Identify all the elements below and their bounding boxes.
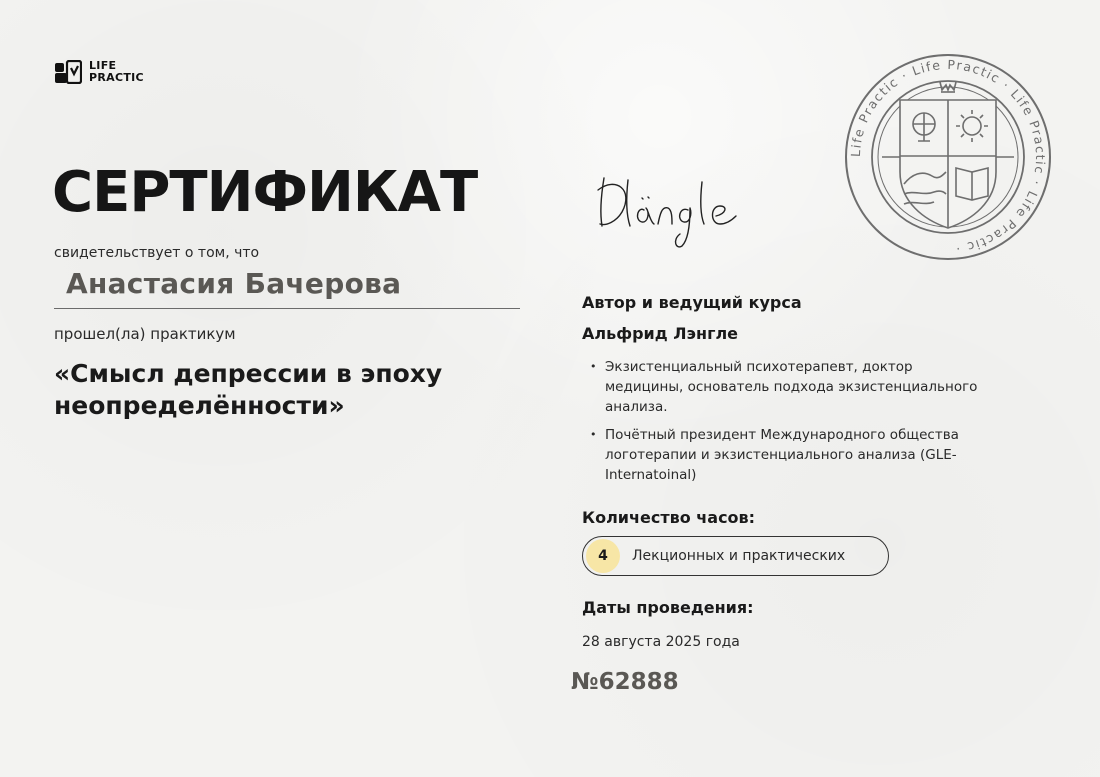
brand-logo <box>54 60 144 84</box>
hours-badge <box>582 536 889 576</box>
certificate-number: №62888 <box>571 669 679 695</box>
recipient-name: Анастасия Бачерова <box>66 267 402 300</box>
author-signature <box>592 168 767 258</box>
author-name: Альфрид Лэнгле <box>582 324 739 343</box>
dates-value: 28 августа 2025 года <box>582 634 740 650</box>
hours-count: 4 <box>586 539 620 573</box>
dates-label: Даты проведения: <box>582 598 754 617</box>
life-practic-seal <box>842 52 1054 262</box>
svg-text:Life Practic · Life Practic ·: Life Practic · Life Practic · Life Practic · Life Practic · <box>847 56 1049 257</box>
author-bio-item: • Почётный президент Международного общества логотерапии и экзистенциального анализа (GLE-Internatoinal) <box>590 425 990 485</box>
certificate-title: СЕРТИФИКАТ <box>52 160 478 225</box>
author-bio-item: • Экзистенциальный психотерапевт, доктор медицины, основатель подхода экзистенциального анализа. <box>590 357 990 417</box>
author-role: Автор и ведущий курса <box>582 293 802 312</box>
course-title: «Смысл депрессии в эпоху неопределённости» <box>54 359 443 420</box>
recipient-underline <box>54 308 520 309</box>
brand-name-line2: PRACTIC <box>89 71 144 84</box>
author-bio-list <box>590 357 990 493</box>
completed-text: прошел(ла) практикум <box>54 325 236 343</box>
life-practic-logo-icon <box>54 60 82 84</box>
hours-type: Лекционных и практических <box>632 548 846 564</box>
certifies-text: свидетельствует о том, что <box>54 245 260 261</box>
hours-label: Количество часов: <box>582 508 756 527</box>
brand-name-line1: LIFE <box>89 59 117 72</box>
brand-name <box>89 60 144 84</box>
